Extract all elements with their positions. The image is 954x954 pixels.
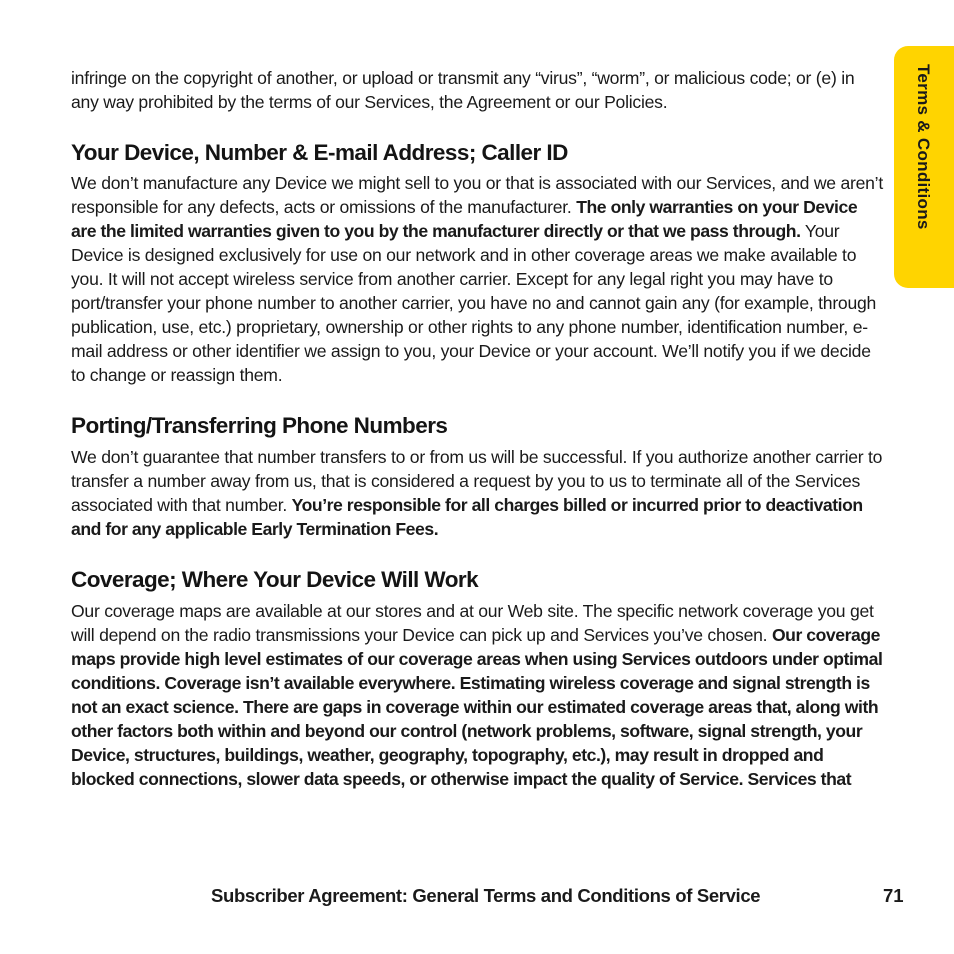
page-number: 71	[883, 885, 904, 906]
paragraph-bold-text: The only warranties on your Device are the limited warranties given to you by the manufacturer directly or that we pass through.	[71, 197, 858, 241]
paragraph-text: We don’t guarantee that number transfers to or from us will be successful. If you authorize another carrier to transfer a number away from us, that is considered a request by you to us to terminate all of the Services associated with that number.	[71, 447, 883, 515]
intro-paragraph: infringe on the copyright of another, or upload or transmit any “virus”, “worm”, or malicious code; or (e) in any way prohibited by the terms of our Services, the Agreement or our Policies.	[71, 68, 855, 112]
footer-title: Subscriber Agreement: General Terms and Conditions of Service	[211, 885, 761, 906]
section-paragraph-porting	[71, 445, 883, 541]
paragraph-bold-text: You’re responsible for all charges billed or incurred prior to deactivation and for any applicable Early Termination Fees.	[71, 495, 863, 539]
paragraph-text: Our coverage maps are available at our stores and at our Web site. The specific network coverage you get will depend on the radio transmissions your Device can pick up and Services you’ve chosen.	[71, 601, 874, 645]
paragraph-text: We don’t manufacture any Device we might sell to you or that is associated with our Services, and we aren’t responsible for any defects, acts or omissions of the manufacturer.	[71, 173, 883, 217]
section-paragraph-device-number	[71, 171, 883, 387]
section-heading-coverage: Coverage; Where Your Device Will Work	[71, 567, 479, 592]
paragraph-bold-text: Our coverage maps provide high level estimates of our coverage areas when using Services outdoors under optimal conditions. Coverage isn’t available everywhere. Estimating wireless coverage and signal strength is not an exact science. There are gaps in coverage within our estimated coverage areas that, along with other factors both within and beyond our control (network problems, software, signal strength, your Device, structures, buildings, weather, geography, topography, etc.), may result in dropped and blocked connections, slower data speeds, or otherwise impact the quality of Service. Services that	[71, 625, 883, 789]
section-heading-device-number: Your Device, Number & E-mail Address; Caller ID	[71, 140, 568, 165]
paragraph-text: Your Device is designed exclusively for use on our network and in other coverage areas we make available to you. It will not accept wireless service from another carrier. Except for any legal right you may have to port/transfer your phone number to another carrier, you have no and cannot gain any (for example, through publication, use, etc.) proprietary, ownership or other rights to any phone number, identification number, e-mail address or other identifier we assign to you, your Device or your account. We’ll notify you if we decide to change or reassign them.	[71, 221, 877, 385]
section-heading-porting: Porting/Transferring Phone Numbers	[71, 413, 448, 438]
page-content	[71, 66, 883, 791]
side-tab-label: Terms & Conditions	[914, 64, 933, 230]
section-paragraph-coverage	[71, 599, 883, 791]
side-tab	[894, 46, 954, 288]
